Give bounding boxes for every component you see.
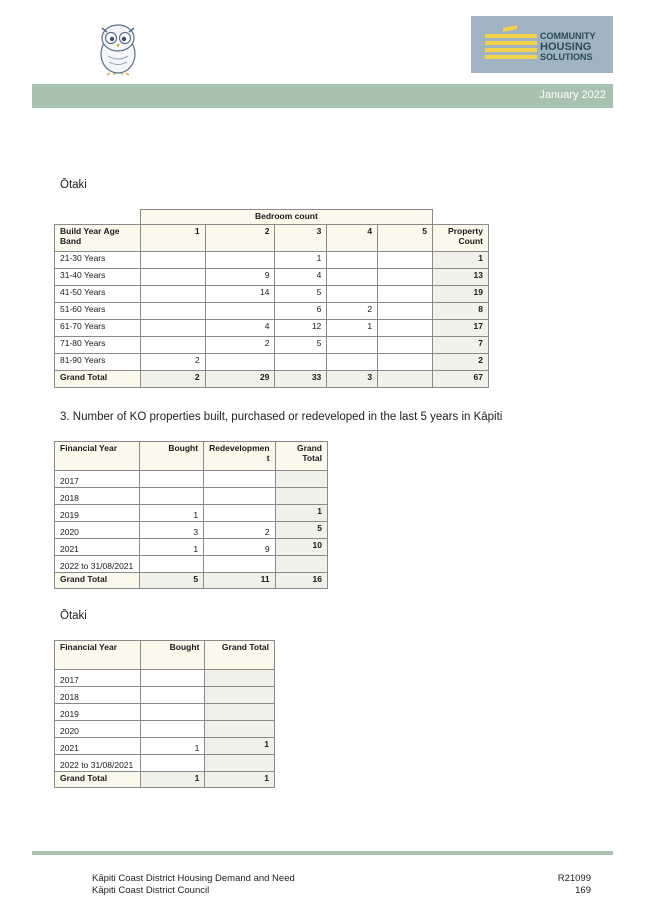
grand-total-label: Grand Total: [55, 772, 141, 788]
cell: [378, 269, 433, 286]
grand-cell: 3: [327, 371, 378, 388]
row-label: 21-30 Years: [55, 252, 141, 269]
year-cell: 2018: [55, 687, 141, 704]
report-date: January 2022: [539, 89, 606, 101]
cell: [327, 252, 378, 269]
table-row: [55, 505, 328, 522]
table-row: [55, 488, 328, 505]
total-cell: [275, 556, 327, 573]
row-total: 7: [433, 337, 489, 354]
cell: [327, 337, 378, 354]
year-cell: 2020: [55, 522, 140, 539]
table-row: [55, 704, 275, 721]
table-row: [55, 269, 489, 286]
total-cell: 5: [275, 522, 327, 539]
bought-cell: [140, 755, 205, 772]
bought-cell: [139, 556, 203, 573]
cell: [378, 252, 433, 269]
otaki-properties-table: [54, 640, 275, 788]
cell: 2: [205, 337, 275, 354]
house-stripes-icon: [477, 16, 541, 73]
cell: 6: [275, 303, 327, 320]
logo-line-2: HOUSING: [540, 40, 592, 53]
cell: 1: [327, 320, 378, 337]
redev-cell: 9: [204, 539, 275, 556]
col-header-band: Build Year Age Band: [55, 225, 141, 252]
cell: [327, 354, 378, 371]
row-total: 19: [433, 286, 489, 303]
section-title-otaki-1: Ōtaki: [60, 179, 87, 191]
year-cell: 2018: [55, 488, 140, 505]
table-row: [55, 539, 328, 556]
cell: [205, 354, 275, 371]
total-cell: [205, 704, 275, 721]
cell: 1: [275, 252, 327, 269]
col-header-bought: Bought: [140, 641, 205, 670]
grand-total-row: [55, 573, 328, 589]
row-label: 71-80 Years: [55, 337, 141, 354]
cell: [140, 286, 205, 303]
cell: 2: [327, 303, 378, 320]
row-label: 61-70 Years: [55, 320, 141, 337]
cell: 4: [275, 269, 327, 286]
year-cell: 2021: [55, 539, 140, 556]
cell: [275, 354, 327, 371]
table-row: [55, 303, 489, 320]
bought-cell: [140, 687, 205, 704]
grand-total-row: [55, 772, 275, 788]
bought-cell: [139, 488, 203, 505]
year-cell: 2021: [55, 738, 141, 755]
year-cell: 2017: [55, 670, 141, 687]
page-number: 169: [575, 885, 591, 896]
bought-cell: 3: [139, 522, 203, 539]
col-header-4: 4: [327, 225, 378, 252]
header-band: [32, 84, 613, 108]
grand-cell: 2: [140, 371, 205, 388]
cell: [140, 252, 205, 269]
col-header-grand-total: Grand Total: [275, 442, 327, 471]
cell: [205, 252, 275, 269]
grand-total-value: 16: [275, 573, 327, 589]
section-3-title: 3. Number of KO properties built, purchased or redeveloped in the last 5 years in Kāpiti: [60, 411, 503, 423]
total-cell: [205, 755, 275, 772]
cell: 12: [275, 320, 327, 337]
footer-reference: R21099: [557, 873, 591, 884]
col-header-5: 5: [378, 225, 433, 252]
cell: 9: [205, 269, 275, 286]
grand-cell: 33: [275, 371, 327, 388]
section-title-otaki-2: Ōtaki: [60, 610, 87, 622]
bought-cell: [140, 721, 205, 738]
total-cell: [205, 670, 275, 687]
grand-total-row: [55, 371, 489, 388]
table-row: [55, 670, 275, 687]
col-header-property-count: Property Count: [433, 225, 489, 252]
grand-bought: 1: [140, 772, 205, 788]
cell: [378, 320, 433, 337]
row-label: 81-90 Years: [55, 354, 141, 371]
grand-total-value: 67: [433, 371, 489, 388]
col-header-2: 2: [205, 225, 275, 252]
total-cell: 10: [275, 539, 327, 556]
cell: [378, 303, 433, 320]
cell: [378, 286, 433, 303]
redev-cell: [204, 556, 275, 573]
total-cell: [205, 687, 275, 704]
total-cell: [275, 488, 327, 505]
footer-right: [558, 873, 591, 897]
grand-total-label: Grand Total: [55, 573, 140, 589]
bedroom-count-table: [54, 209, 489, 388]
bedroom-count-header: Bedroom count: [140, 210, 432, 225]
year-cell: 2019: [55, 505, 140, 522]
bought-cell: 1: [140, 738, 205, 755]
community-housing-solutions-logo: [471, 16, 613, 73]
table-row: [55, 738, 275, 755]
grand-redev: 11: [204, 573, 275, 589]
cell: 5: [275, 337, 327, 354]
col-header-redevelopment: Redevelopmen t: [204, 442, 275, 471]
total-cell: 1: [205, 738, 275, 755]
redev-cell: [204, 488, 275, 505]
col-header-bought: Bought: [139, 442, 203, 471]
table-row: [55, 337, 489, 354]
grand-total-label: Grand Total: [55, 371, 141, 388]
year-cell: 2019: [55, 704, 141, 721]
kapiti-properties-table: [54, 441, 328, 589]
col-header-financial-year: Financial Year: [55, 641, 141, 670]
logo-line-1: COMMUNITY: [540, 31, 596, 41]
row-total: 8: [433, 303, 489, 320]
table-row: [55, 687, 275, 704]
row-label: 51-60 Years: [55, 303, 141, 320]
cell: [327, 269, 378, 286]
table-row: [55, 354, 489, 371]
row-label: 41-50 Years: [55, 286, 141, 303]
col-header-3: 3: [275, 225, 327, 252]
redev-cell: [204, 505, 275, 522]
grand-bought: 5: [139, 573, 203, 589]
cell: [378, 337, 433, 354]
row-total: 1: [433, 252, 489, 269]
logo-line-3: SOLUTIONS: [540, 51, 593, 62]
row-total: 13: [433, 269, 489, 286]
total-cell: [275, 471, 327, 488]
table-row: [55, 252, 489, 269]
redev-cell: [204, 471, 275, 488]
bought-cell: [139, 471, 203, 488]
cell: [140, 320, 205, 337]
row-total: 2: [433, 354, 489, 371]
cell: [140, 303, 205, 320]
cell: [205, 303, 275, 320]
owl-logo-icon: [94, 18, 142, 76]
year-cell: 2022 to 31/08/2021: [55, 556, 140, 573]
total-cell: [205, 721, 275, 738]
cell: 14: [205, 286, 275, 303]
bought-cell: 1: [139, 505, 203, 522]
cell: [140, 269, 205, 286]
grand-cell: 29: [205, 371, 275, 388]
col-header-grand-total: Grand Total: [205, 641, 275, 670]
table-row: [55, 522, 328, 539]
grand-total-value: 1: [205, 772, 275, 788]
year-cell: 2017: [55, 471, 140, 488]
footer-divider: [32, 851, 613, 855]
col-header-1: 1: [140, 225, 205, 252]
cell: [140, 337, 205, 354]
table-row: [55, 556, 328, 573]
year-cell: 2020: [55, 721, 141, 738]
cell: [378, 354, 433, 371]
table-row: [55, 320, 489, 337]
bought-cell: 1: [139, 539, 203, 556]
row-total: 17: [433, 320, 489, 337]
row-label: 31-40 Years: [55, 269, 141, 286]
table-row: [55, 721, 275, 738]
table-row: [55, 471, 328, 488]
footer-organisation: Kāpiti Coast District Council: [92, 885, 210, 896]
cell: 5: [275, 286, 327, 303]
year-cell: 2022 to 31/08/2021: [55, 755, 141, 772]
cell: 2: [140, 354, 205, 371]
table-row: [55, 755, 275, 772]
redev-cell: 2: [204, 522, 275, 539]
bought-cell: [140, 704, 205, 721]
cell: 4: [205, 320, 275, 337]
table-row: [55, 286, 489, 303]
cell: [327, 286, 378, 303]
footer-document-title: Kāpiti Coast District Housing Demand and Need: [92, 873, 295, 884]
total-cell: 1: [275, 505, 327, 522]
col-header-financial-year: Financial Year: [55, 442, 140, 471]
bought-cell: [140, 670, 205, 687]
grand-cell: [378, 371, 433, 388]
footer-left: [92, 873, 295, 897]
